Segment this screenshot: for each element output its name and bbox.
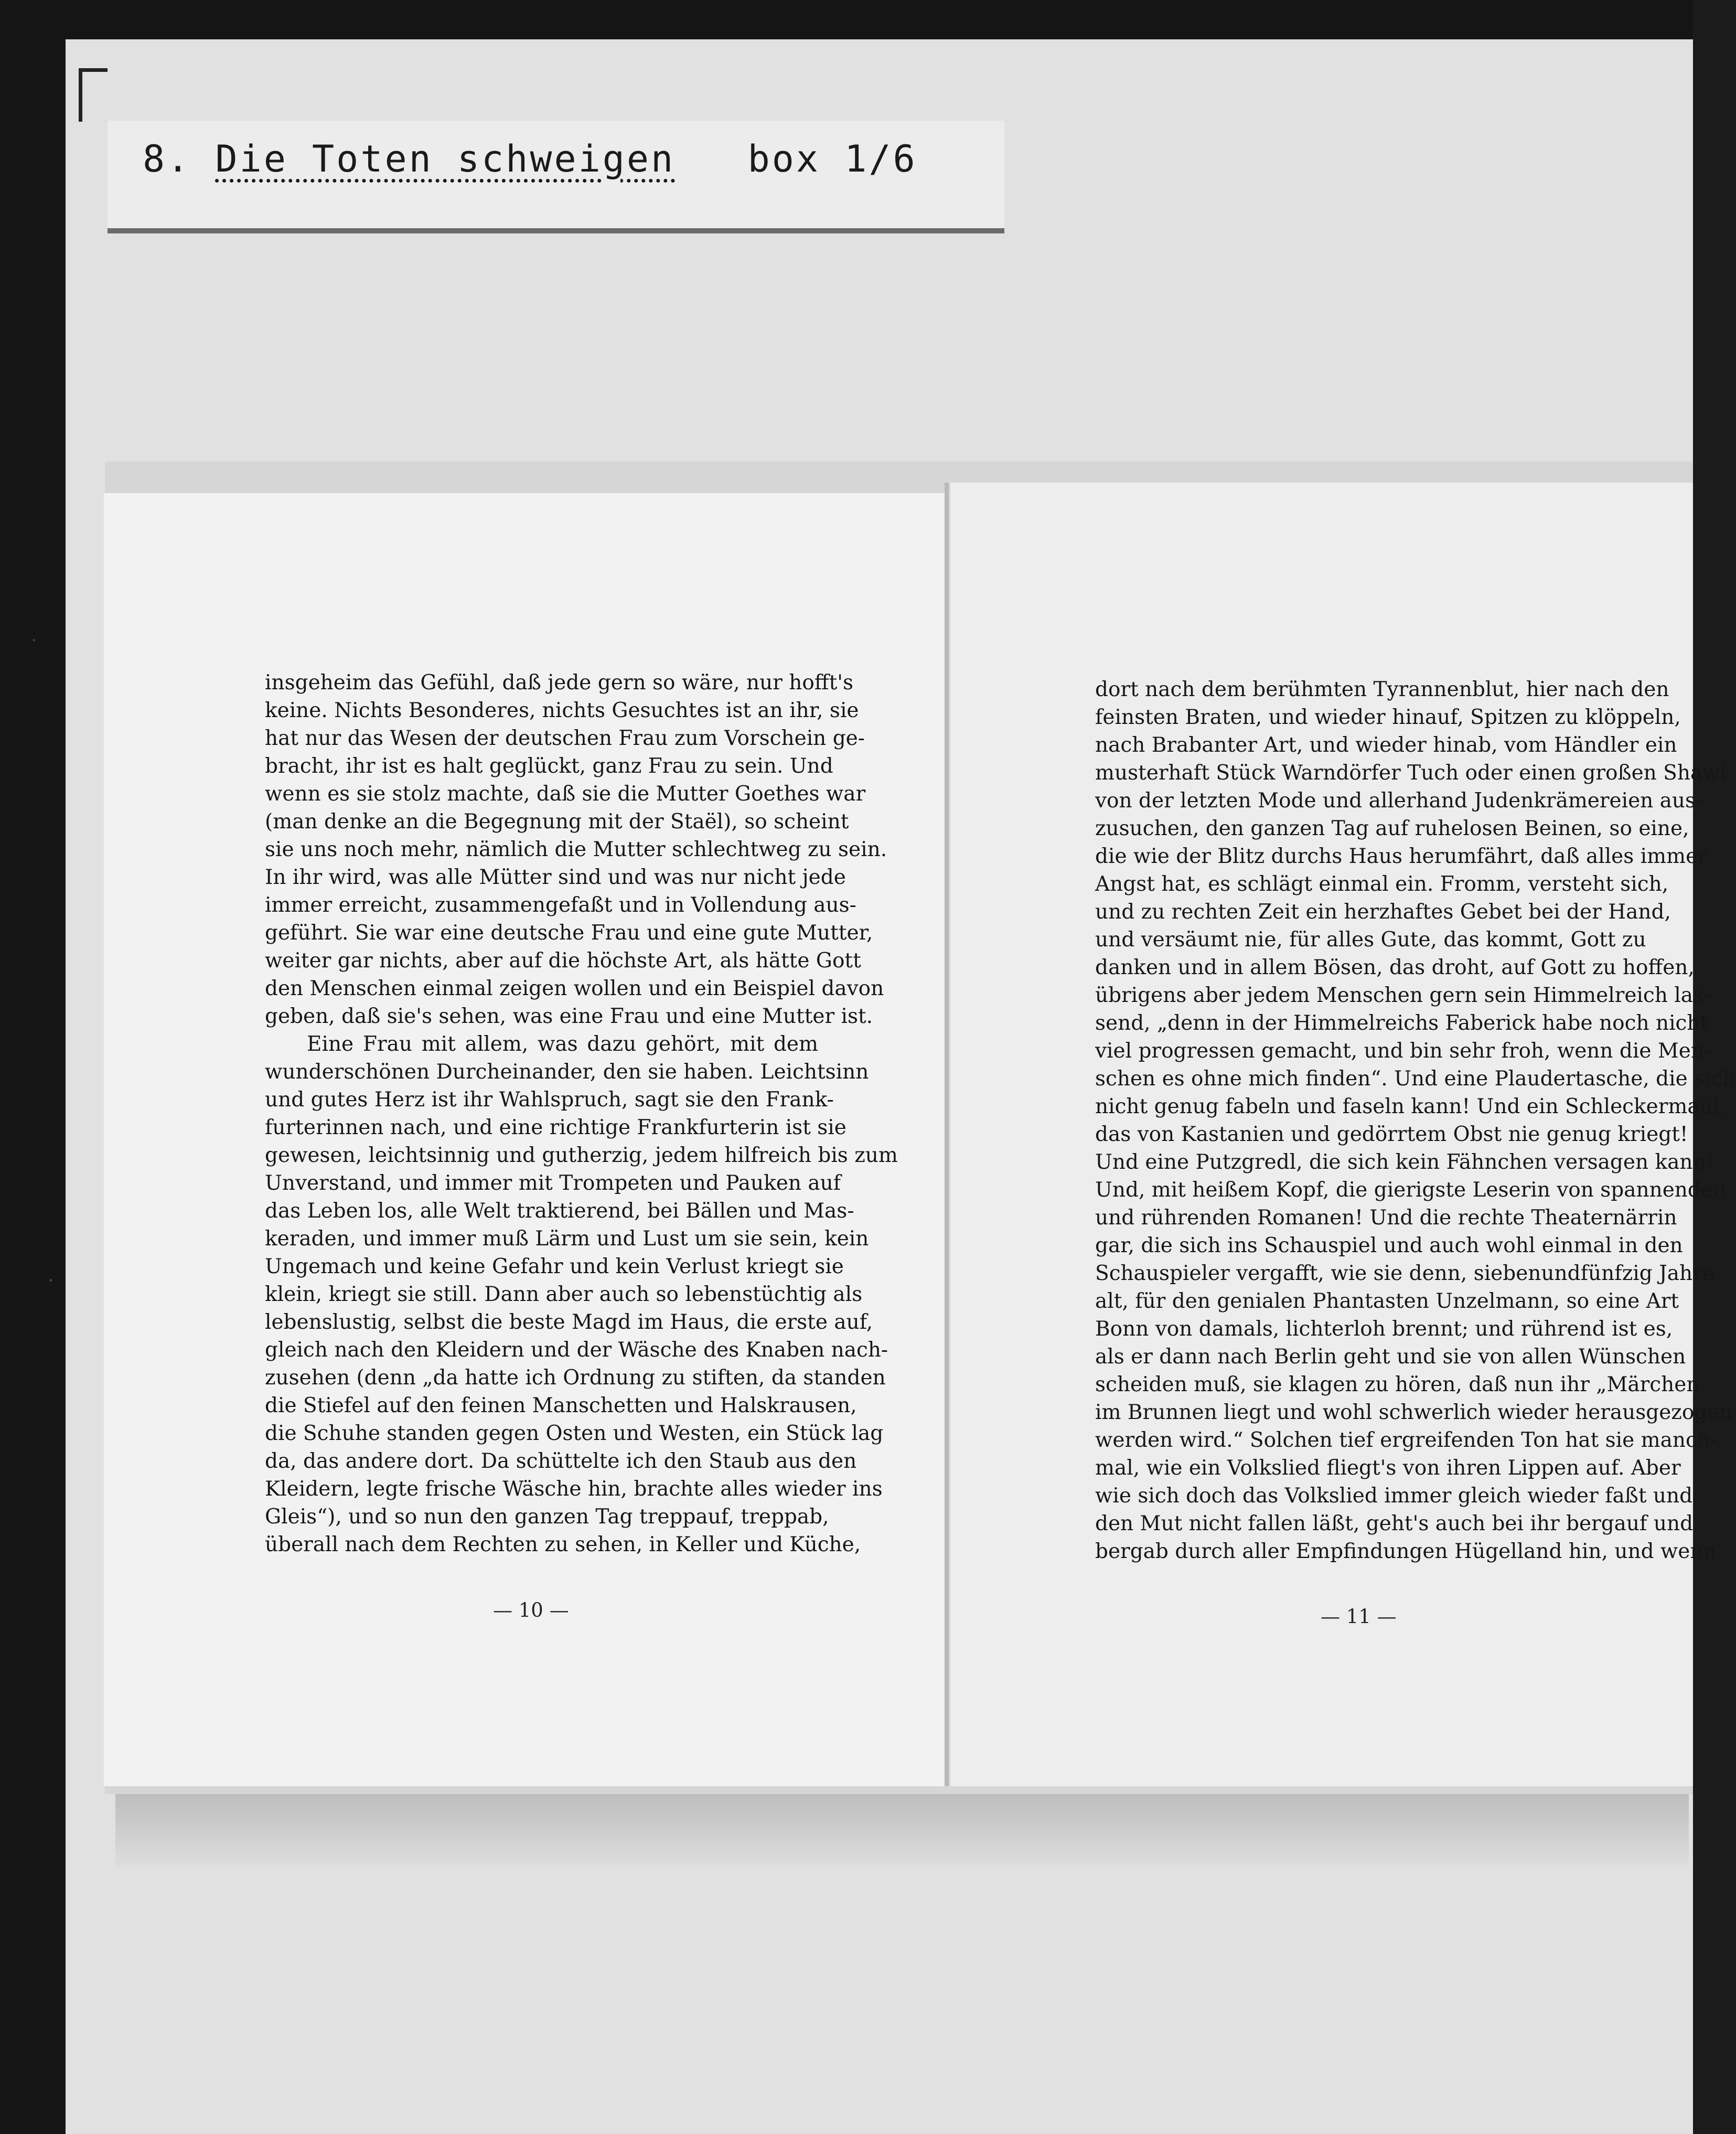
text-line: weiter gar nichts, aber auf die höchste Art, als hätte Gott (265, 949, 861, 973)
text-line: send, „denn in der Himmelreichs Faberick habe noch nicht (1095, 1011, 1709, 1035)
label-title: Die Toten schweigen (215, 137, 676, 180)
text-line: viel progressen gemacht, und bin sehr froh, wenn die Men- (1095, 1039, 1711, 1063)
text-line: gewesen, leichtsinnig und gutherzig, jedem hilfreich bis zum (265, 1144, 898, 1167)
text-line: die Stiefel auf den feinen Manschetten und Halskrausen, (265, 1394, 857, 1417)
text-line: Schauspieler vergafft, wie sie denn, siebenundfünfzig Jahre (1095, 1262, 1714, 1285)
text-line: hat nur das Wesen der deutschen Frau zum Vorschein ge- (265, 727, 865, 750)
text-line: lebenslustig, selbst die beste Magd im Haus, die erste auf, (265, 1310, 873, 1334)
text-line: überall nach dem Rechten zu sehen, in Keller und Küche, (265, 1533, 861, 1556)
label-number: 8. (143, 137, 191, 180)
text-line: Und eine Putzgredl, die sich kein Fähnchen versagen kann! (1095, 1150, 1714, 1174)
text-line: Eine Frau mit allem, was dazu gehört, mit dem (307, 1032, 818, 1056)
text-line: klein, kriegt sie still. Dann aber auch so lebenstüchtig als (265, 1283, 863, 1306)
text-line: furterinnen nach, und eine richtige Frankfurterin ist sie (265, 1116, 846, 1139)
text-line: wie sich doch das Volkslied immer gleich wieder faßt und (1095, 1484, 1693, 1508)
text-line: Unverstand, und immer mit Trompeten und Pauken auf (265, 1171, 841, 1195)
text-line: von der letzten Mode und allerhand Judenkrämereien aus- (1095, 789, 1703, 813)
page-shadow (115, 1794, 1689, 1868)
text-line: geben, daß sie's sehen, was eine Frau und eine Mutter ist. (265, 1005, 873, 1028)
text-line: gar, die sich ins Schauspiel und auch wohl einmal in den (1095, 1234, 1683, 1257)
text-line: danken und in allem Bösen, das droht, auf Gott zu hoffen, (1095, 956, 1695, 979)
page-number-right: — 11 — (1321, 1605, 1397, 1628)
text-line: als er dann nach Berlin geht und sie von allen Wünschen (1095, 1345, 1686, 1369)
text-line: die wie der Blitz durchs Haus herumfährt, daß alles immer (1095, 845, 1708, 868)
text-line: den Menschen einmal zeigen wollen und ein Beispiel davon (265, 977, 884, 1000)
archive-label-text (143, 137, 917, 185)
text-line: zusehen (denn „da hatte ich Ordnung zu stiften, da standen (265, 1366, 886, 1390)
text-line: das Leben los, alle Welt traktierend, bei Bällen und Mas- (265, 1199, 854, 1223)
text-line: keine. Nichts Besonderes, nichts Gesuchtes ist an ihr, sie (265, 699, 859, 722)
text-line: insgeheim das Gefühl, daß jede gern so wäre, nur hofft's (265, 671, 854, 695)
text-line: feinsten Braten, und wieder hinauf, Spitzen zu klöppeln, (1095, 706, 1681, 729)
text-line: bergab durch aller Empfindungen Hügelland hin, und wenn (1095, 1540, 1717, 1563)
text-line: dort nach dem berühmten Tyrannenblut, hier nach den (1095, 678, 1669, 701)
text-line: wenn es sie stolz machte, daß sie die Mutter Goethes war (265, 782, 866, 806)
text-line: Bonn von damals, lichterloh brennt; und rührend ist es, (1095, 1317, 1673, 1341)
text-line: die Schuhe standen gegen Osten und Westen, ein Stück lag (265, 1422, 884, 1445)
text-line: nicht genug fabeln und faseln kann! Und ein Schleckermaul, (1095, 1095, 1726, 1118)
text-line: und gutes Herz ist ihr Wahlspruch, sagt sie den Frank- (265, 1088, 834, 1112)
label-box: box 1/6 (747, 137, 917, 180)
book-gutter (945, 483, 949, 1786)
text-line: werden wird.“ Solchen tief ergreifenden Ton hat sie manch- (1095, 1428, 1718, 1452)
text-line: Gleis“), und so nun den ganzen Tag treppauf, treppab, (265, 1505, 829, 1529)
text-line: Ungemach und keine Gefahr und kein Verlust kriegt sie (265, 1255, 844, 1278)
text-line: übrigens aber jedem Menschen gern sein Himmelreich las- (1095, 984, 1711, 1007)
left-page-text (265, 669, 898, 1559)
text-line: schen es ohne mich finden“. Und eine Plaudertasche, die sich (1095, 1067, 1736, 1091)
label-divider (108, 228, 1004, 233)
text-line: keraden, und immer muß Lärm und Lust um sie sein, kein (265, 1227, 869, 1251)
text-line: da, das andere dort. Da schüttelte ich den Staub aus den (265, 1449, 857, 1473)
text-line: musterhaft Stück Warndörfer Tuch oder einen großen Shawl (1095, 761, 1727, 785)
text-line: und zu rechten Zeit ein herzhaftes Gebet bei der Hand, (1095, 900, 1671, 924)
text-line: In ihr wird, was alle Mütter sind und was nur nicht jede (265, 866, 846, 889)
text-line: mal, wie ein Volkslied fliegt's von ihren Lippen auf. Aber (1095, 1456, 1681, 1480)
text-line: gleich nach den Kleidern und der Wäsche des Knaben nach- (265, 1338, 888, 1362)
text-line: scheiden muß, sie klagen zu hören, daß nun ihr „Märchen (1095, 1373, 1700, 1396)
text-line: bracht, ihr ist es halt geglückt, ganz Frau zu sein. Und (265, 754, 833, 778)
right-page-text (1095, 676, 1736, 1565)
text-line: Angst hat, es schlägt einmal ein. Fromm, versteht sich, (1095, 872, 1669, 896)
crop-mark (79, 68, 108, 122)
text-line: Kleidern, legte frische Wäsche hin, brachte alles wieder ins (265, 1477, 883, 1501)
text-line: zusuchen, den ganzen Tag auf ruhelosen Beinen, so eine, (1095, 817, 1689, 840)
text-line: alt, für den genialen Phantasten Unzelmann, so eine Art (1095, 1289, 1679, 1313)
text-line: nach Brabanter Art, und wieder hinab, vom Händler ein (1095, 733, 1677, 757)
text-line: sie uns noch mehr, nämlich die Mutter schlechtweg zu sein. (265, 838, 887, 861)
text-line: und versäumt nie, für alles Gute, das kommt, Gott zu (1095, 928, 1646, 952)
text-line: immer erreicht, zusammengefaßt und in Vollendung aus- (265, 893, 856, 917)
text-line: und rührenden Romanen! Und die rechte Theaternärrin (1095, 1206, 1677, 1230)
text-line: geführt. Sie war eine deutsche Frau und eine gute Mutter, (265, 921, 873, 945)
page-number-left: — 10 — (493, 1599, 569, 1621)
text-line: das von Kastanien und gedörrtem Obst nie genug kriegt! (1095, 1123, 1688, 1146)
text-line: im Brunnen liegt und wohl schwerlich wieder herausgezogen (1095, 1401, 1733, 1424)
text-line: den Mut nicht fallen läßt, geht's auch bei ihr bergauf und (1095, 1512, 1694, 1535)
text-line: (man denke an die Begegnung mit der Staël), so scheint (265, 810, 849, 834)
text-line: Und, mit heißem Kopf, die gierigste Leserin von spannenden (1095, 1178, 1727, 1202)
text-line: wunderschönen Durcheinander, den sie haben. Leichtsinn (265, 1060, 869, 1084)
